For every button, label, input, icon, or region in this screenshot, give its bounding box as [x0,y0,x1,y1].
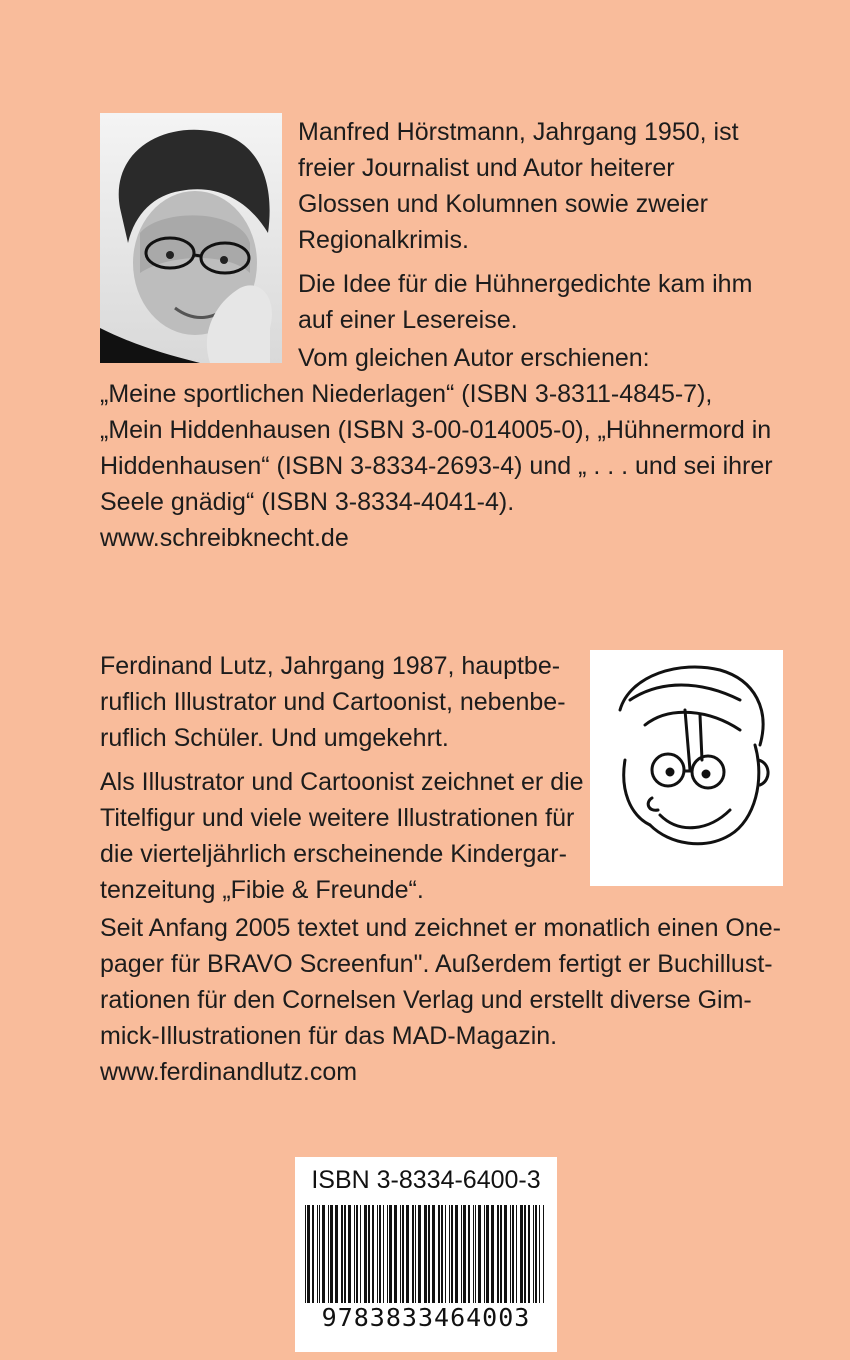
author1-bio [298,114,752,338]
barcode-bar [543,1205,544,1315]
author2-bio-paragraph [100,648,584,756]
barcode-bars [303,1205,549,1315]
barcode-bar [533,1205,534,1303]
text-line: Manfred Hörstmann, Jahrgang 1950, ist [298,118,739,146]
barcode-bar [348,1205,351,1303]
barcode-bar [455,1205,458,1303]
text-line: Ferdinand Lutz, Jahrgang 1987, hauptbe- [100,652,561,680]
text-line: Hiddenhausen“ (ISBN 3-8334-2693-4) und „ . . . und sei ihrer [100,452,773,480]
author1-bio-paragraph [298,114,752,258]
text-line: freier Journalist und Autor heiterer [298,154,675,182]
text-line: die vierteljährlich erscheinende Kindergar- [100,840,567,868]
barcode-bar [504,1205,507,1303]
barcode-bar [372,1205,374,1303]
text-line: Seit Anfang 2005 textet und zeichnet er monatlich einen One- [100,914,782,942]
author2-bio [100,648,584,908]
barcode-bar [317,1205,318,1303]
barcode-bar [428,1205,430,1303]
barcode-bar [438,1205,440,1303]
barcode-bar [400,1205,401,1303]
text-line: Vom gleichen Autor erschienen: [298,344,650,372]
text-line: „Mein Hiddenhausen (ISBN 3-00-014005-0), „Hühnermord in [100,416,772,444]
text-line: Regionalkrimis. [298,226,469,254]
barcode-bar [330,1205,333,1303]
text-line: Die Idee für die Hühnergedichte kam ihm [298,270,753,298]
barcode-bar [445,1205,446,1303]
barcode-bar [322,1205,325,1303]
text-line: Titelfigur und viele weitere Illustrationen für [100,804,575,832]
barcode-bar [432,1205,435,1303]
barcode-bar [424,1205,427,1315]
barcode-bar [341,1205,343,1303]
barcode-bar [512,1205,514,1303]
text-line: mick-Illustrationen für das MAD-Magazin. [100,1022,558,1050]
author1-website-link[interactable]: www.schreibknecht.de [100,524,349,552]
text-line: tenzeitung „Fibie & Freunde“. [100,876,424,904]
barcode-bar [510,1205,511,1303]
author1-idea-paragraph [298,266,752,338]
barcode-bar [486,1205,489,1303]
text-line: ruflich Schüler. Und umgekehrt. [100,724,449,752]
text-line: ruflich Illustrator und Cartoonist, nebenbe- [100,688,566,716]
barcode-bar [406,1205,409,1303]
barcode-bar [354,1205,355,1303]
barcode-bar [379,1205,381,1303]
barcode-bar [461,1205,462,1303]
barcode-bar [468,1205,470,1303]
barcode-bar [394,1205,397,1303]
text-line: „Meine sportlichen Niederlagen“ (ISBN 3-8311-4845-7), [100,380,713,408]
barcode-bar [478,1205,481,1303]
text-line: Glossen und Kolumnen sowie zweier [298,190,708,218]
author-cartoon-ferdinand [590,650,783,886]
barcode-digits: 9783833464003 [295,1303,557,1333]
barcode-bar [520,1205,523,1303]
barcode-bar [500,1205,502,1303]
barcode-bar [335,1205,338,1303]
barcode-bar [516,1205,517,1303]
text-line: pager für BRAVO Screenfun". Außerdem fertigt er Buchillust- [100,950,773,978]
barcode-bar [402,1205,404,1303]
barcode-bar [451,1205,453,1303]
barcode-bar [528,1205,530,1303]
author2-work-paragraph [100,764,584,908]
barcode-bar [463,1205,466,1303]
barcode-bar [412,1205,414,1303]
barcode-bar [319,1205,320,1303]
barcode-bar [307,1205,310,1315]
barcode-bar [418,1205,421,1303]
barcode-bar [497,1205,499,1303]
barcode-bar [535,1205,537,1303]
text-line: auf einer Lesereise. [298,306,518,334]
text-line: Als Illustrator und Cartoonist zeichnet er die [100,768,584,796]
author2-more [100,910,781,1090]
author-photo-manfred [100,113,282,363]
barcode-bar [360,1205,361,1303]
barcode-bar [312,1205,314,1303]
author1-works [100,340,773,556]
barcode-bar [364,1205,367,1303]
author2-website-link[interactable]: www.ferdinandlutz.com [100,1058,358,1086]
barcode-bar [387,1205,388,1303]
barcode-bar [449,1205,450,1303]
text-line: Seele gnädig“ (ISBN 3-8334-4041-4). [100,488,515,516]
barcode-bar [368,1205,370,1303]
barcode-bar [491,1205,494,1303]
barcode-bar [356,1205,358,1303]
barcode-bar [539,1205,540,1315]
text-line: rationen für den Cornelsen Verlag und erstellt diverse Gim- [100,986,752,1014]
isbn-label: ISBN 3-8334-6400-3 [311,1166,541,1194]
barcode-bar [344,1205,346,1303]
barcode-bar [389,1205,392,1303]
barcode-bar [484,1205,485,1303]
barcode-bar [383,1205,384,1303]
isbn-barcode [295,1157,557,1352]
barcode-bar [305,1205,306,1315]
barcode-bar [377,1205,378,1303]
barcode-bar [415,1205,416,1303]
barcode-bar [328,1205,329,1303]
barcode-bar [473,1205,474,1303]
barcode-bar [441,1205,443,1303]
barcode-bar [475,1205,476,1303]
barcode-bar [524,1205,526,1303]
